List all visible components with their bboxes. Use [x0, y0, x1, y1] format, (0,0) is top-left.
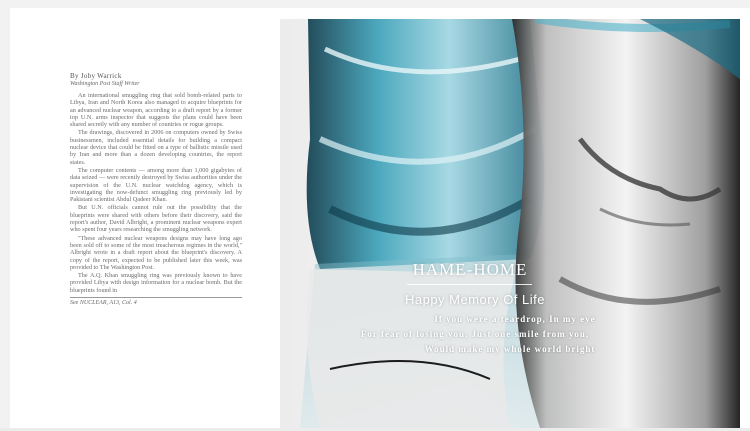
article-paragraph: The A.Q. Khan smuggling ring was previously known to have provided Libya with design information for a nuclear bomb. But the blueprints found in — [70, 272, 242, 294]
article-paragraph: But U.N. officials cannot rule out the possibility that the blueprints were shared with others before their discovery, said the report's author, David Albright, a prominent nuclear weapons expert who spent four years researching the smuggling network. — [70, 204, 242, 234]
article-continued-note: See NUCLEAR, A13, Col. 4 — [70, 300, 137, 307]
article-paragraph: The drawings, discovered in 2006 on computers owned by Swiss businessmen, included essential details for building a compact nuclear device that could be fitted on a type of ballistic missile used by Iran and more than a dozen developing countries, the report states. — [70, 129, 242, 166]
glasses-photo — [280, 19, 740, 428]
glass-tumblers-illustration — [280, 19, 740, 428]
article-paragraph: An international smuggling ring that sold bomb-related parts to Libya, Iran and North Korea also managed to acquire blueprints for an advanced nuclear weapon, according to a draft report by a former top U.N. arms inspector that suggests the plans could have been shared secretly with any number of countries or rogue groups. — [70, 92, 242, 129]
top-border — [0, 0, 750, 8]
article-byline: By Joby Warrick — [70, 72, 122, 80]
poem-line: Would make my whole world bright — [424, 344, 596, 354]
article-divider — [70, 297, 242, 298]
brand-title: HAME-HOME — [412, 260, 528, 279]
poem-line: If you were a teardrop, In my eye — [434, 314, 596, 324]
article-paragraph: The computer contents — among more than 1,000 gigabytes of data seized — were recently destroyed by Swiss authorities under the supervision of the U.N. nuclear watchdog agency, which is investigating the now-defunct smuggling ring previously led by Pakistani scientist Abdul Qadeer Khan. — [70, 166, 242, 204]
article-staff-line: Washington Post Staff Writer — [70, 81, 140, 87]
poem-line: For fear of losing you, Just one smile from you, — [360, 329, 590, 339]
left-border — [0, 8, 10, 431]
newspaper-article — [70, 72, 242, 306]
brand-subtitle: Happy Memory Of Life — [404, 292, 546, 307]
article-paragraph: "These advanced nuclear weapons designs may have long ago been sold off to some of the most treacherous regimes in the world," Albright wrote in a draft report about the blueprint's discovery. A copy of the report, expected to be published later this week, was provided to The Washington Post. — [70, 234, 242, 271]
title-underline — [407, 284, 532, 285]
